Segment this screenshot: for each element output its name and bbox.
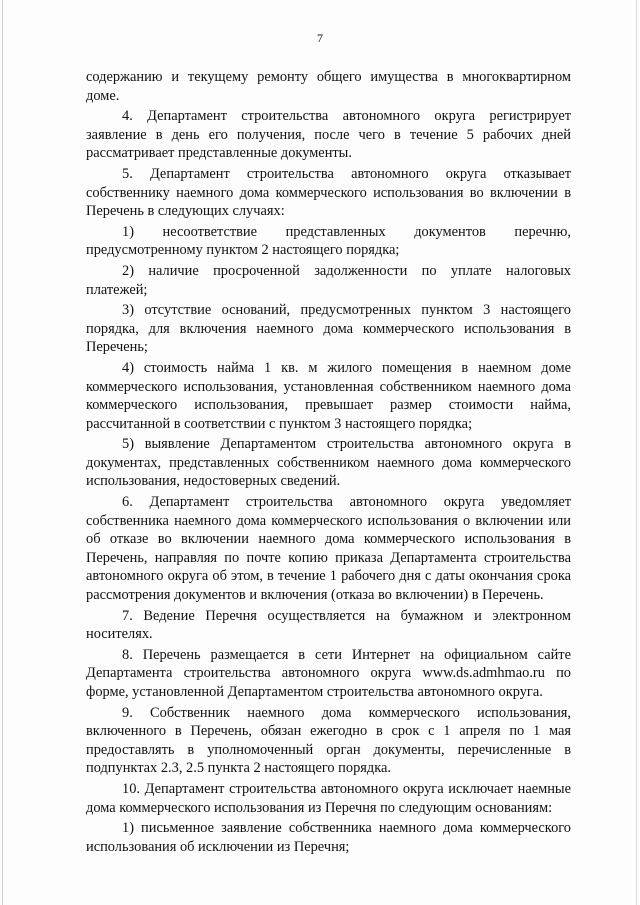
subitem-5-4: 4) стоимость найма 1 кв. м жилого помещения в наемном доме коммерческого использования, установленная собственником наемного дома коммерческого использования, превышает размер стоимости найма, рассчитанной в соответствии с пунктом 3 настоящего порядка; [86,359,571,432]
subitem-5-5: 5) выявление Департаментом строительства автономного округа в документах, представленных собственником наемного дома коммерческого использования, недостоверных сведений. [86,436,571,490]
subitem-5-2: 2) наличие просроченной задолженности по уплате налоговых платежей; [86,262,571,298]
subitem-10-1: 1) письменное заявление собственника наемного дома коммерческого использования об исключении из Перечня; [86,820,571,855]
subitem-5-1: 1) несоответствие представленных документов перечню, предусмотренному пунктом 2 настоящего порядка; [86,223,571,259]
document-body [86,68,571,856]
subitem-5-3: 3) отсутствие оснований, предусмотренных пунктом 3 настоящего порядка, для включения наемного дома коммерческого использования в Перечень; [86,302,571,356]
paragraph-item-9: 9. Собственник наемного дома коммерческого использования, включенного в Перечень, обязан ежегодно в срок с 1 апреля по 1 мая предоставлять в уполномоченный орган документы, перечисленные в подпунктах 2.3, 2.5 пункта 2 настоящего порядка. [86,704,571,777]
paragraph-item-10: 10. Департамент строительства автономного округа исключает наемные дома коммерческого использования из Перечня по следующим основаниям: [86,780,571,816]
paragraph-item-8: 8. Перечень размещается в сети Интернет на официальном сайте Департамента строительства автономного округа www.ds.admhmao.ru по форме, установленной Департаментом строительства автономного округа. [86,646,571,700]
paragraph-item-7: 7. Ведение Перечня осуществляется на бумажном и электронном носителях. [86,607,571,643]
paragraph-continuation: содержанию и текущему ремонту общего имущества в многоквартирном доме. [86,69,571,104]
scan-edge-right [636,0,637,905]
page-number: 7 [317,31,323,45]
paragraph-item-5: 5. Департамент строительства автономного округа отказывает собственнику наемного дома коммерческого использования во включении в Перечень в следующих случаях: [86,165,571,220]
paragraph-item-6: 6. Департамент строительства автономного округа уведомляет собственника наемного дома коммерческого использования о включении или об отказе во включении наемного дома коммерческого использования в Перечень, направляя по почте копию приказа Департамента строительства автономного округа об этом, в течение 1 рабочего дня с даты окончания срока рассмотрения документов и включения (отказа во включении) в Перечень. [86,494,571,604]
paragraph-item-4: 4. Департамент строительства автономного округа регистрирует заявление в день его получения, после чего в течение 5 рабочих дней рассматривает представленные документы. [86,108,571,162]
scan-edge-left [2,0,3,905]
